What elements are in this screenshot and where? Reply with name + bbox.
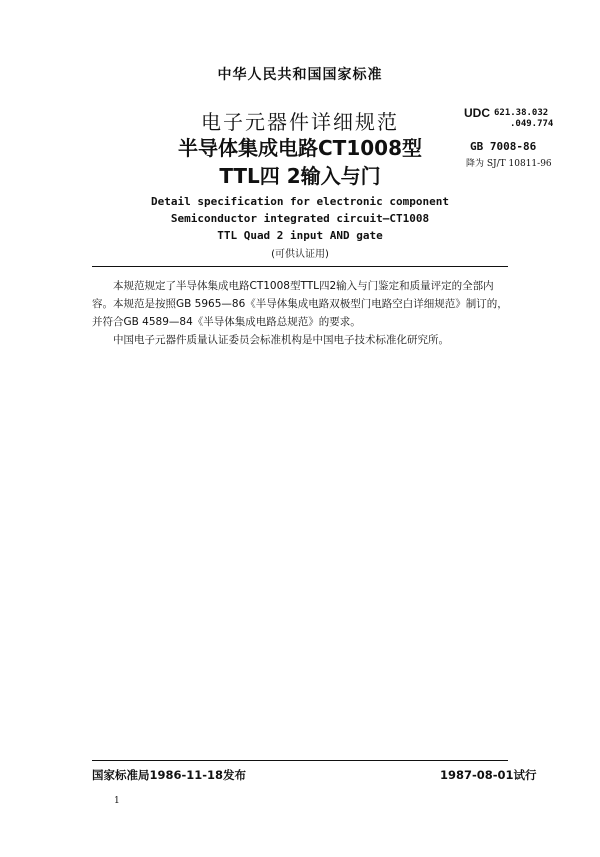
- page-number: 1: [114, 796, 120, 806]
- standard-number: GB 7008-86: [470, 140, 537, 153]
- title-cn-line-2: 半导体集成电路CT1008型: [178, 136, 422, 160]
- bottom-divider: [92, 760, 508, 761]
- title-cn-line-1: 电子元器件详细规范: [201, 110, 399, 134]
- title-en-line-3: TTL Quad 2 input AND gate: [217, 229, 383, 242]
- certification-note: (可供认证用): [271, 249, 329, 260]
- replacement-note: 降为 SJ/T 10811-96: [466, 159, 552, 169]
- body-paragraph-authority: 中国电子元器件质量认证委员会标准机构是中国电子技术标准化研究所。: [113, 334, 449, 346]
- trial-date: 1987-08-01试行: [440, 768, 537, 782]
- title-en-line-1: Detail specification for electronic component: [150, 195, 449, 208]
- title-en-line-2: Semiconductor integrated circuit—CT1008: [170, 212, 430, 225]
- top-divider: [92, 266, 508, 267]
- body-paragraph-scope: 本规范规定了半导体集成电路CT1008型TTL四2输入与门鉴定和质量评定的全部内容。: [92, 280, 494, 310]
- document-header: 中华人民共和国国家标准: [217, 67, 383, 83]
- udc-code-line-1: 621.38.032: [494, 108, 549, 118]
- body-paragraph-basis: 本规范是按照GB 5965—86《半导体集成电路双极型门电路空白详细规范》制订的，并符合GB 4589—84《半导体集成电路总规范》的要求。: [92, 298, 508, 328]
- udc-label: UDC: [464, 106, 490, 120]
- issue-date: 国家标准局1986-11-18发布: [92, 768, 247, 782]
- title-cn-line-3: TTL四 2输入与门: [219, 164, 381, 188]
- udc-code-line-2: .049.774: [510, 119, 554, 129]
